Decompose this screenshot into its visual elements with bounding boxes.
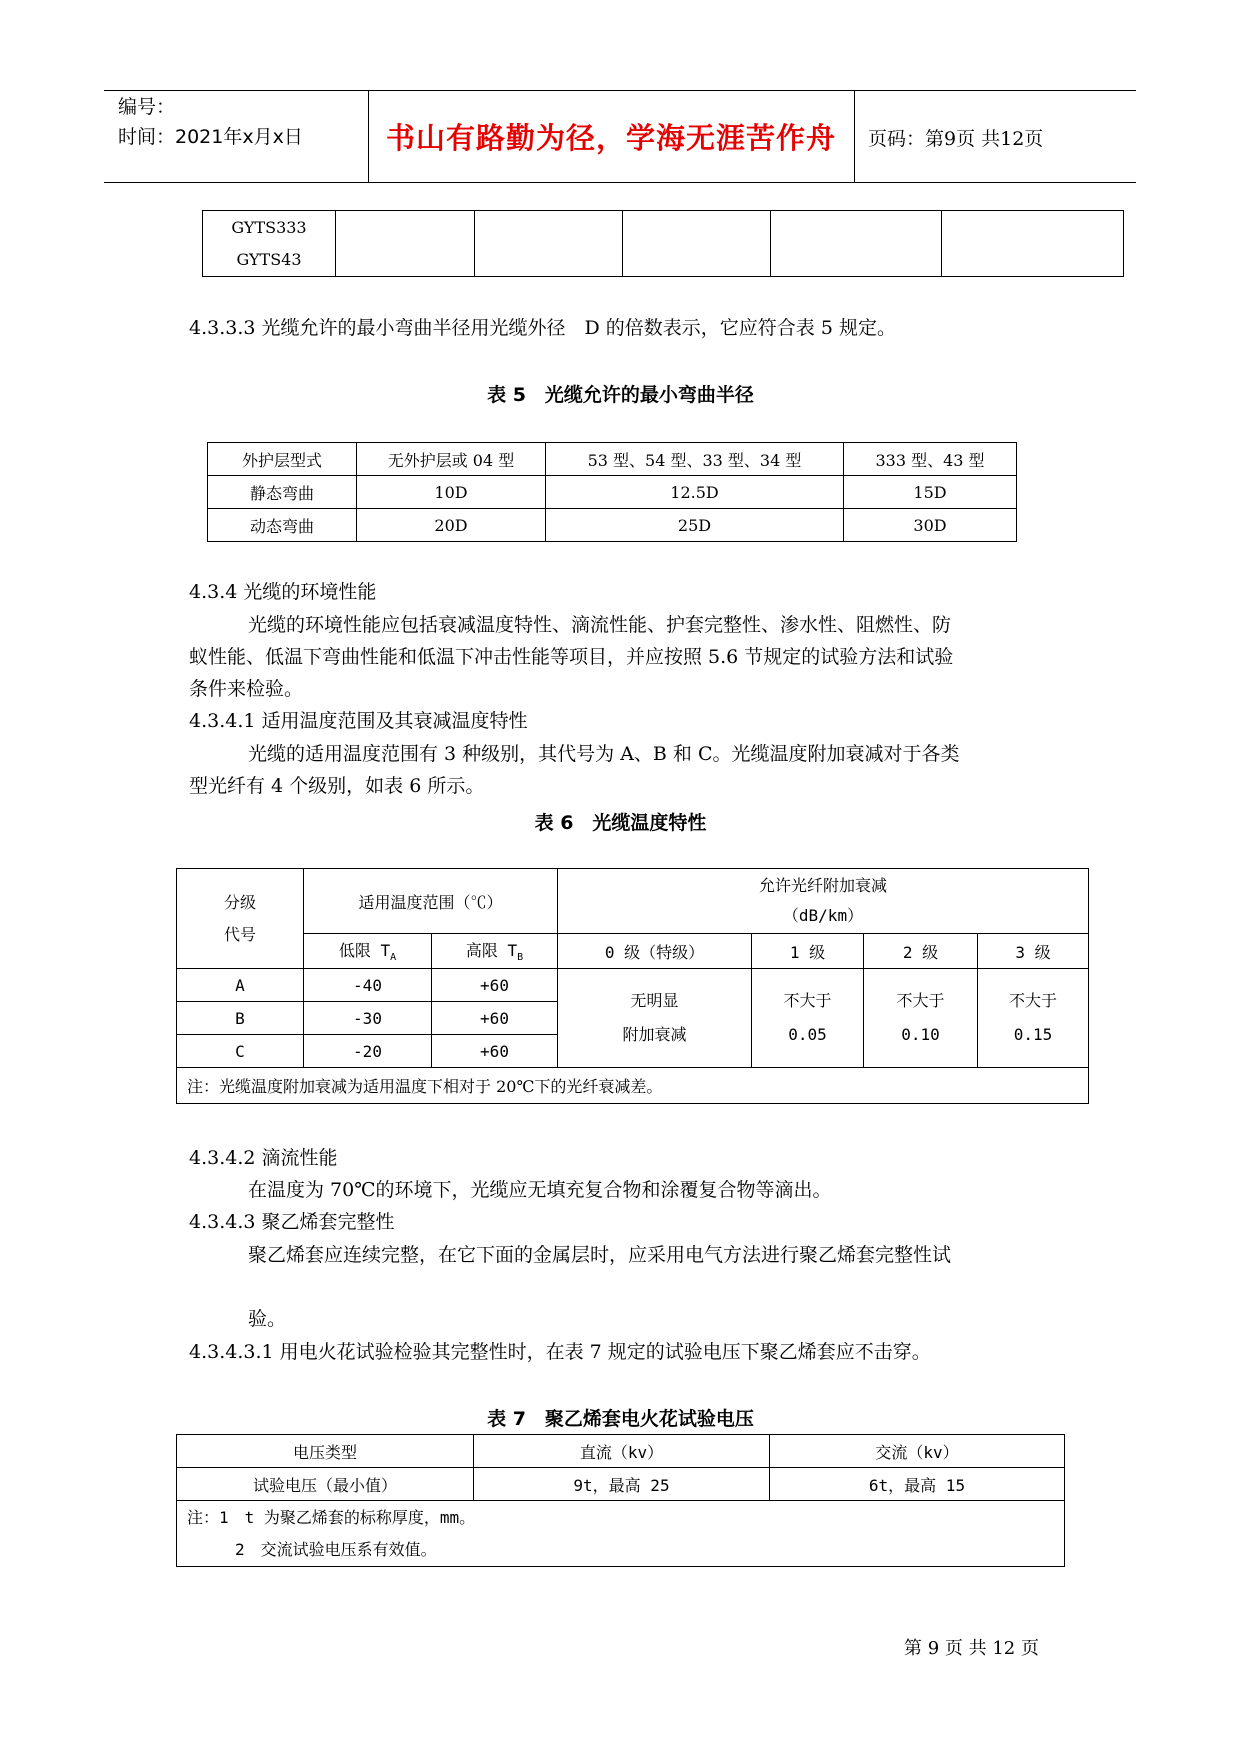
section-4-3-4-1-line1: 光缆的适用温度范围有 3 种级别，其代号为 A、B 和 C。光缆温度附加衰减对于各类: [248, 743, 960, 765]
section-4-3-4-2-title: 4.3.4.2 滴流性能: [189, 1147, 338, 1169]
table6-cell: -20: [304, 1035, 432, 1068]
table6-temp-range-header: 适用温度范围（℃）: [304, 869, 558, 934]
section-4-3-4-line1: 光缆的环境性能应包括衰减温度特性、滴流性能、护套完整性、渗水性、阻燃性、防: [248, 614, 952, 636]
header-page-label: 页码：第9页 共12页: [868, 128, 1044, 150]
table5-cell: 静态弯曲: [208, 476, 357, 509]
table5-cell: 10D: [357, 476, 546, 509]
table6-allow-unit: （dB/km）: [782, 906, 864, 925]
paragraph-4-3-3-3: 4.3.3.3 光缆允许的最小弯曲半径用光缆外径 D 的倍数表示，它应符合表 5 规定。: [189, 317, 896, 339]
table6-level-header: 3 级: [978, 934, 1089, 969]
table6-level-header: 0 级（特级）: [558, 934, 752, 969]
table7-header-cell: 交流（kv）: [770, 1435, 1065, 1468]
table6: [176, 868, 1089, 1104]
table7-header-cell: 电压类型: [177, 1435, 474, 1468]
table5-caption: 表 5 光缆允许的最小弯曲半径: [487, 384, 754, 406]
table6-cell: A: [177, 969, 304, 1002]
table7-header-cell: 直流（kv）: [474, 1435, 770, 1468]
header-bottom-rule: [104, 182, 1136, 183]
table-row: [208, 509, 1017, 542]
table6-level-header: 2 级: [864, 934, 978, 969]
footer-page-number: 第 9 页 共 12 页: [904, 1638, 1039, 1659]
table-row: [177, 1435, 1065, 1468]
section-4-3-4-2-line1: 在温度为 70℃的环境下，光缆应无填充复合物和涂覆复合物等滴出。: [248, 1179, 832, 1201]
table6-low-sub: A: [390, 952, 397, 964]
table6-cell: +60: [432, 1002, 558, 1035]
table-row: [177, 1468, 1065, 1501]
section-4-3-4-line2: 蚁性能、低温下弯曲性能和低温下冲击性能等项目，并应按照 5.6 节规定的试验方法和试验: [189, 646, 954, 668]
paragraph-4-3-4-3-1: 4.3.4.3.1 用电火花试验检验其完整性时，在表 7 规定的试验电压下聚乙烯套应不击穿。: [189, 1341, 931, 1363]
section-4-3-4-3-title: 4.3.4.3 聚乙烯套完整性: [189, 1211, 395, 1233]
table6-cell: +60: [432, 1035, 558, 1068]
continuation-type-cell: [203, 211, 336, 277]
table6-code-label: 代号: [223, 924, 256, 944]
table5-header-cell: 53 型、54 型、33 型、34 型: [546, 443, 844, 476]
table6-low-header: 低限 $T_A$: [304, 934, 432, 969]
table5-header-cell: 333 型、43 型: [844, 443, 1017, 476]
table-row: [177, 1068, 1089, 1104]
header-motto: 书山有路勤为径，学海无涯苦作舟: [385, 121, 836, 155]
table6-level1-cell: 不大于 0.05: [752, 969, 864, 1068]
continuation-empty-cell: [475, 211, 623, 277]
table6-cell: -40: [304, 969, 432, 1002]
section-4-3-4-1-line2: 型光纤有 4 个级别，如表 6 所示。: [189, 775, 485, 797]
table7-notes: [177, 1501, 1065, 1567]
table6-high-sub: B: [517, 952, 524, 964]
table5: [207, 442, 1017, 542]
table5-header-cell: 无外护层或 04 型: [357, 443, 546, 476]
continuation-empty-cell: [336, 211, 475, 277]
table5-header-cell: 外护层型式: [208, 443, 357, 476]
table6-level-header: 1 级: [752, 934, 864, 969]
table5-cell: 15D: [844, 476, 1017, 509]
table6-level0-cell: 无明显 附加衰减: [558, 969, 752, 1068]
table-row: [177, 934, 1089, 969]
table5-cell: 25D: [546, 509, 844, 542]
table6-high-header: 高限 $T_B$: [432, 934, 558, 969]
continuation-empty-cell: [771, 211, 942, 277]
section-4-3-4-3-line1: 聚乙烯套应连续完整，在它下面的金属层时，应采用电气方法进行聚乙烯套完整性试: [248, 1244, 952, 1266]
section-4-3-4-1-title: 4.3.4.1 适用温度范围及其衰减温度特性: [189, 710, 528, 732]
table5-cell: 20D: [357, 509, 546, 542]
table7-note-2: 2 交流试验电压系有效值。: [235, 1539, 437, 1559]
table7-caption: 表 7 聚乙烯套电火花试验电压: [487, 1408, 754, 1430]
section-4-3-4-3-line2: 验。: [248, 1308, 287, 1330]
table6-level3-cell: 不大于 0.15: [978, 969, 1089, 1068]
table-row: [208, 476, 1017, 509]
table7-cell: 6t，最高 15: [770, 1468, 1065, 1501]
table6-level2-cell: 不大于 0.10: [864, 969, 978, 1068]
continuation-empty-cell: [623, 211, 771, 277]
table7-note-1: 注：1 t 为聚乙烯套的标称厚度，mm。: [187, 1507, 476, 1527]
table7-cell: 试验电压（最小值）: [177, 1468, 474, 1501]
document-number-label: 编号：: [118, 96, 176, 118]
table6-grade-label: 分级: [223, 892, 256, 912]
continuation-type-2: GYTS43: [236, 249, 302, 269]
table7-cell: 9t，最高 25: [474, 1468, 770, 1501]
table6-grade-code-header: [177, 869, 304, 969]
section-4-3-4-line3: 条件来检验。: [189, 678, 304, 700]
table5-cell: 30D: [844, 509, 1017, 542]
header-left-block: [118, 92, 303, 152]
table6-note: 注：光缆温度附加衰减为适用温度下相对于 20℃下的光纤衰减差。: [177, 1068, 1089, 1104]
header-top-rule: [104, 90, 1136, 91]
header-divider-right: [854, 90, 855, 182]
table-row: [177, 869, 1089, 934]
document-time-label: 时间：2021年x月x日: [118, 126, 303, 148]
table6-allow-title: 允许光纤附加衰减: [758, 876, 887, 895]
continuation-empty-cell: [942, 211, 1124, 277]
table7: [176, 1434, 1065, 1567]
table6-cell: B: [177, 1002, 304, 1035]
table5-cell: 12.5D: [546, 476, 844, 509]
continuation-table: [202, 210, 1124, 277]
table6-cell: +60: [432, 969, 558, 1002]
table-row: [208, 443, 1017, 476]
table-row: [177, 969, 1089, 1002]
table5-cell: 动态弯曲: [208, 509, 357, 542]
section-4-3-4-title: 4.3.4 光缆的环境性能: [189, 581, 377, 603]
table6-caption: 表 6 光缆温度特性: [534, 812, 707, 834]
table6-cell: -30: [304, 1002, 432, 1035]
table6-cell: C: [177, 1035, 304, 1068]
table6-allow-header: [558, 869, 1089, 934]
continuation-type-1: GYTS333: [231, 217, 307, 237]
table-row: [177, 1501, 1065, 1567]
